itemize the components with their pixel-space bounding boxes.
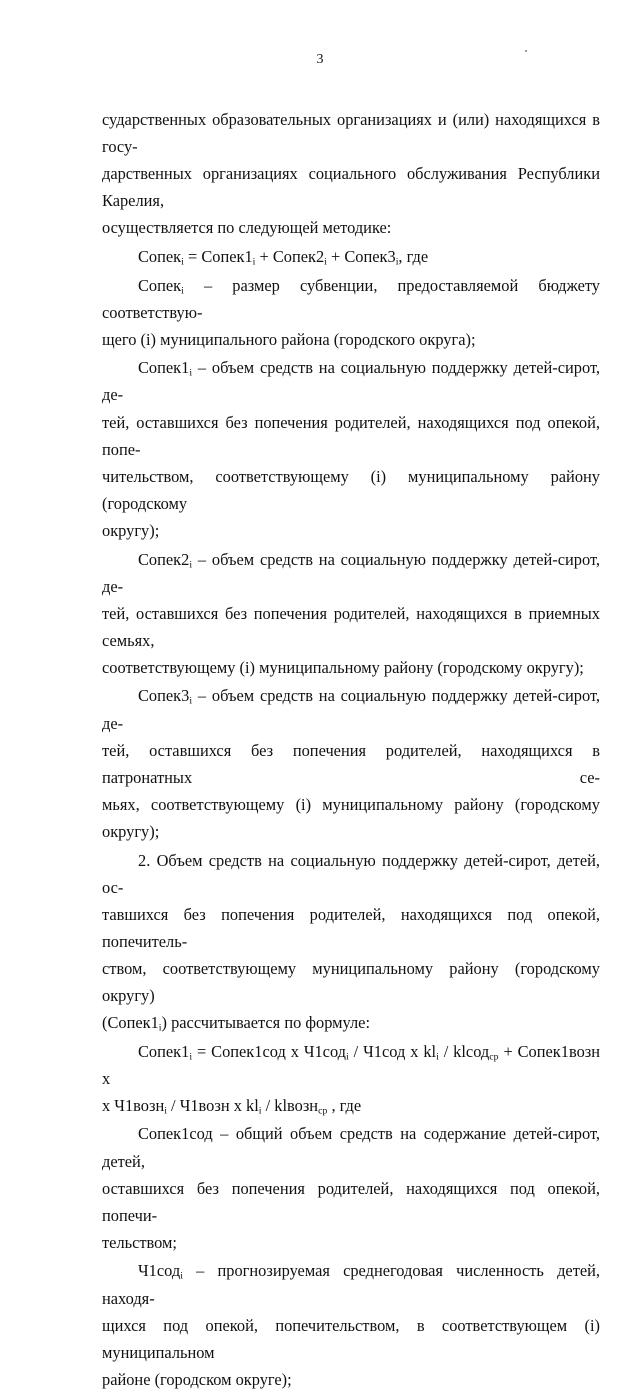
text-line	[102, 1038, 600, 1092]
subscript: i	[158, 1022, 162, 1034]
text-line	[102, 160, 600, 214]
text-run: х Ч1возн	[102, 1095, 165, 1115]
text-run: дарственных организациях социального обслуживания Республики Карелия,	[102, 164, 600, 211]
text-line	[102, 654, 600, 681]
text-run: оставшихся без попечения родителей, находящихся под опекой, попечи-	[102, 1178, 600, 1225]
subscript: i	[346, 1051, 349, 1063]
text-line	[102, 1229, 600, 1256]
text-run: / klсод	[438, 1041, 490, 1061]
text-line	[102, 517, 600, 544]
text-line	[102, 955, 600, 1009]
text-line	[102, 326, 600, 353]
text-run: + Сопек1возн х	[102, 1041, 601, 1088]
subscript: i	[181, 285, 184, 297]
text-run: тей, оставшихся без попечения родителей, находящихся под опекой, попе-	[102, 412, 600, 459]
text-run: тельством;	[102, 1232, 177, 1252]
text-run: осуществляется по следующей методике:	[102, 218, 392, 238]
text-line	[102, 901, 600, 955]
subscript: i	[324, 256, 327, 268]
text-run: тей, оставшихся без попечения родителей, находящихся в приемных семьях,	[102, 603, 600, 650]
text-line	[102, 1120, 600, 1174]
page-number: 3	[316, 52, 324, 67]
text-run: ) рассчитывается по формуле:	[161, 1013, 370, 1033]
text-run: округу);	[102, 520, 160, 540]
text-line	[102, 1175, 600, 1229]
subscript: ср	[318, 1105, 328, 1117]
text-line	[102, 409, 600, 463]
subscript: i	[395, 256, 399, 268]
paragraph	[102, 243, 600, 270]
subscript: i	[436, 1051, 439, 1063]
text-run: – объем средств на социальную поддержку детей-сирот, де-	[102, 358, 600, 405]
text-run: соответствующему (i) муниципальному району (городскому округу);	[102, 657, 584, 677]
text-run: – объем средств на социальную поддержку детей-сирот, де-	[102, 686, 600, 733]
text-run: Сопек1	[138, 358, 190, 378]
text-run: Сопек3	[138, 686, 190, 706]
paragraph	[102, 272, 600, 353]
document-body	[102, 106, 600, 1394]
text-line	[102, 106, 600, 160]
text-line	[102, 847, 600, 901]
text-run: тей, оставшихся без попечения родителей, находящихся в патронатных се-	[102, 740, 600, 787]
text-run: Сопек1	[138, 1041, 190, 1061]
subscript: i	[252, 256, 256, 268]
text-run: = Сопек1сод х Ч1сод	[192, 1041, 347, 1061]
subscript: i	[164, 1105, 167, 1117]
text-line	[102, 463, 600, 517]
subscript: i	[180, 1270, 183, 1282]
text-line	[102, 1366, 600, 1393]
text-run: (Сопек1	[102, 1013, 159, 1033]
text-line	[102, 737, 600, 791]
text-line	[102, 600, 600, 654]
text-line	[102, 243, 600, 270]
text-line	[102, 791, 600, 845]
text-run: Сопек2	[138, 549, 190, 569]
paragraph	[102, 682, 600, 845]
text-run: / Ч1возн х kl	[166, 1095, 259, 1115]
paragraph	[102, 354, 600, 544]
text-line	[102, 546, 600, 600]
text-run: – прогнозируемая среднегодовая численность детей, находя-	[102, 1261, 600, 1308]
text-run: щего (i) муниципального района (городского округа);	[102, 329, 476, 349]
text-run: = Сопек1	[183, 246, 253, 266]
text-line	[102, 354, 600, 408]
paragraph	[102, 1038, 600, 1119]
paragraph	[102, 546, 600, 681]
paragraph	[102, 847, 600, 1037]
text-run: ством, соответствующему муниципальному району (городскому округу)	[102, 958, 600, 1005]
paragraph	[102, 1257, 600, 1392]
text-run: / klвозн	[261, 1095, 319, 1115]
text-run: щихся под опекой, попечительством, в соответствующем (i) муниципальном	[102, 1315, 600, 1362]
text-run: – объем средств на социальную поддержку детей-сирот, де-	[102, 549, 600, 596]
text-run: + Сопек2	[255, 246, 325, 266]
subscript: i	[181, 256, 184, 268]
text-run: Ч1сод	[138, 1261, 181, 1281]
text-run: чительством, соответствующему (i) муниципальному району (городскому	[102, 466, 600, 513]
subscript: i	[189, 1051, 193, 1063]
subscript: i	[189, 695, 193, 707]
paragraph	[102, 1120, 600, 1255]
text-run: + Сопек3	[326, 246, 396, 266]
text-run: , где	[398, 246, 429, 266]
subscript: i	[189, 558, 193, 570]
text-run: сударственных образовательных организациях и (или) находящихся в госу-	[102, 110, 600, 157]
text-run: тавшихся без попечения родителей, находящихся под опекой, попечитель-	[102, 904, 600, 951]
subscript: i	[258, 1105, 262, 1117]
text-run: / Ч1сод х kl	[348, 1041, 437, 1061]
text-run: Сопек	[138, 246, 182, 266]
text-run: Сопек	[138, 275, 182, 295]
text-line	[102, 1009, 600, 1036]
text-line	[102, 682, 600, 736]
text-line	[102, 272, 600, 326]
subscript: i	[189, 367, 193, 379]
text-run: Сопек1сод – общий объем средств на содержание детей-сирот, детей,	[102, 1124, 600, 1171]
text-run: – размер субвенции, предоставляемой бюджету соответствую-	[102, 275, 600, 322]
text-line	[102, 1312, 600, 1366]
text-run: 2. Объем средств на социальную поддержку детей-сирот, детей, ос-	[102, 850, 600, 897]
text-line	[102, 1092, 600, 1119]
subscript: ср	[489, 1051, 499, 1063]
text-run: районе (городском округе);	[102, 1369, 292, 1389]
text-line	[102, 1257, 600, 1311]
text-run: мьях, соответствующему (i) муниципальному району (городскому округу);	[102, 794, 600, 841]
text-line	[102, 214, 600, 241]
paragraph	[102, 106, 600, 241]
text-run: , где	[327, 1095, 362, 1115]
